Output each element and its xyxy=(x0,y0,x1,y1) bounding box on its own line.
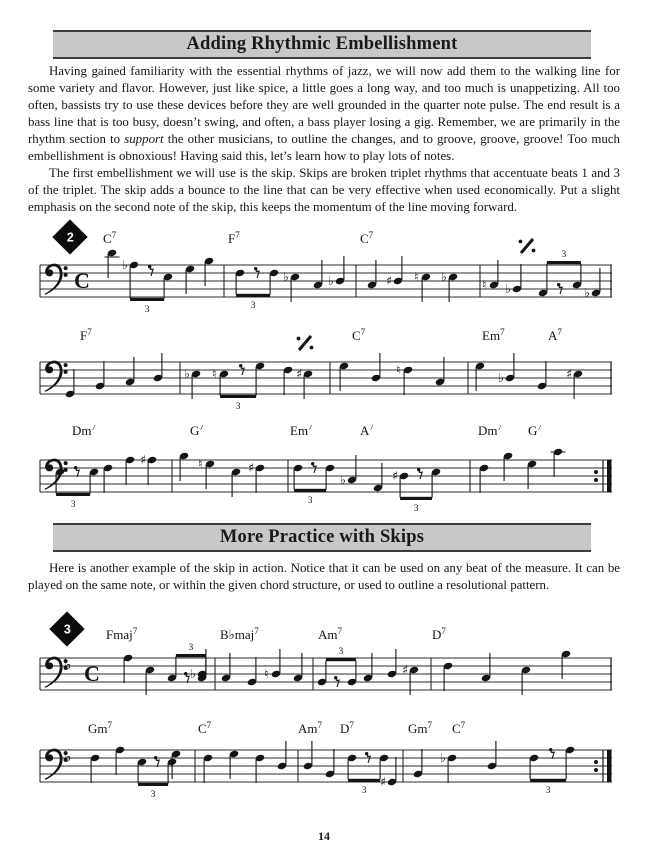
accidental: ♭ xyxy=(283,269,289,285)
accidental: ♮ xyxy=(414,269,419,285)
chord-label: Gm$^7$ xyxy=(88,720,112,736)
beam xyxy=(236,294,270,297)
triplet-number: 3 xyxy=(150,790,156,800)
beam xyxy=(348,779,380,782)
accidental: ♭ xyxy=(440,750,446,766)
skips-paragraph xyxy=(28,560,620,594)
time-signature: C xyxy=(74,268,90,293)
accidental: ♭ xyxy=(441,269,447,285)
accidental: ♯ xyxy=(402,662,409,678)
accidental: ♮ xyxy=(198,456,203,472)
beam xyxy=(294,489,326,492)
triplet-number: 3 xyxy=(188,643,194,653)
accidental: ♯ xyxy=(296,366,303,382)
triplet-number: 3 xyxy=(70,500,76,510)
triplet-number: 3 xyxy=(235,402,241,412)
triplet-number: 3 xyxy=(413,504,419,514)
chord-label: Em$^7$ xyxy=(290,425,313,438)
accidental: ♯ xyxy=(380,774,387,790)
track-number: 2 xyxy=(66,229,74,244)
chord-label: $G^7$ xyxy=(190,425,204,438)
accidental: ♭ xyxy=(340,472,346,488)
beam xyxy=(326,658,356,661)
section-header-1 xyxy=(53,30,591,59)
triplet-number: 3 xyxy=(361,786,367,796)
accidental: ♭ xyxy=(505,281,511,297)
chord-label: Fmaj$^7$ xyxy=(106,626,138,642)
chord-label: Em$^7$ xyxy=(482,327,505,343)
bass-clef-icon xyxy=(45,264,68,295)
repeat-dot xyxy=(594,760,598,764)
paragraph: The first embellishment we will use is the skip. Skips are broken triplet rhythms that accentuate beats 1 and 3 of the triplet. The skip adds a bounce to the line that can be very effective when used economically. Put a slight emphasis on the second note of the skip, this keeps the momentum of the line moving forward. xyxy=(28,166,620,214)
accidental: ♭ xyxy=(584,285,590,301)
chord-label: $C^7$ xyxy=(360,230,374,246)
chord-label: $C^7$ xyxy=(198,720,212,736)
paragraph: Here is another example of the skip in action. Notice that it can be used on any beat of the measure. It can be played on the same note, or within the given chord structure, or used to outline a resolutional pattern. xyxy=(28,561,620,592)
triplet-number: 3 xyxy=(561,250,567,260)
accidental: ♭ xyxy=(190,666,196,682)
measure-repeat-icon xyxy=(297,336,314,350)
accidental: ♮ xyxy=(396,362,401,378)
chord-label: Dm$^7$ xyxy=(478,425,502,438)
beam xyxy=(547,261,581,264)
key-signature-flat: ♭ xyxy=(64,747,72,766)
music-staff-2 xyxy=(0,327,648,422)
triplet-number: 3 xyxy=(545,786,551,796)
accidental: ♮ xyxy=(482,277,487,293)
final-barline xyxy=(607,460,612,492)
beam xyxy=(176,654,206,657)
chord-label: B♭maj$^7$ xyxy=(220,626,259,642)
beam xyxy=(130,298,164,301)
beam xyxy=(220,395,256,398)
beam xyxy=(56,493,90,496)
accidental: ♮ xyxy=(264,666,269,682)
beam xyxy=(138,783,168,786)
chord-label: Am$^7$ xyxy=(298,720,322,736)
chord-label: $F^7$ xyxy=(228,230,240,246)
beam xyxy=(530,779,566,782)
music-staff-3 xyxy=(0,425,648,523)
track-number: 3 xyxy=(63,621,71,636)
repeat-dot xyxy=(594,470,598,474)
page-number: 14 xyxy=(318,829,330,843)
chord-label: $G^7$ xyxy=(528,425,542,438)
final-barline xyxy=(607,750,612,782)
chord-label: Gm$^7$ xyxy=(408,720,432,736)
accidental: ♭ xyxy=(122,257,128,273)
measure-repeat-icon xyxy=(519,239,536,253)
accidental: ♯ xyxy=(386,273,393,289)
section-header-2 xyxy=(53,523,591,552)
repeat-dot xyxy=(594,478,598,482)
accidental: ♯ xyxy=(392,468,399,484)
triplet-number: 3 xyxy=(144,305,150,315)
chord-label: $A^7$ xyxy=(360,425,374,438)
accidental: ♯ xyxy=(248,460,255,476)
key-signature-flat: ♭ xyxy=(64,655,72,674)
chord-label: $D^7$ xyxy=(432,626,446,642)
triplet-number: 3 xyxy=(307,496,313,506)
chord-label: $F^7$ xyxy=(80,327,92,343)
triplet-number: 3 xyxy=(250,301,256,311)
section-title-2: More Practice with Skips xyxy=(219,527,425,547)
chord-label: $A^7$ xyxy=(548,327,562,343)
chord-label: $D^7$ xyxy=(340,720,354,736)
intro-paragraphs xyxy=(28,63,620,216)
music-staff-1 xyxy=(0,230,648,330)
chord-label: Am$^7$ xyxy=(318,626,342,642)
accidental: ♭ xyxy=(184,366,190,382)
paragraph: Having gained familiarity with the essential rhythms of jazz, we will now add them to the walking line for some variety and flavor. However, just like spice, a little goes a long way, and too much is unappetizing. All too often, bassists try to use these devices before they are well grounded in the quarter note pulse. The end result is a bass line that is too busy, doesn’t swing, and often, a bass player losing a gig. Remember, we are primarily in the rhythm section to support the other musicians, to outline the changes, and to groove, groove, groove! Too much embellishment is obnoxious! Having said this, let’s learn how to play lots of notes. xyxy=(28,64,620,163)
section-title-1: Adding Rhythmic Embellishment xyxy=(186,34,458,54)
repeat-dot xyxy=(594,768,598,772)
accidental: ♯ xyxy=(140,452,147,468)
time-signature: C xyxy=(84,661,100,686)
accidental: ♮ xyxy=(212,366,217,382)
music-staff-4 xyxy=(0,623,648,723)
bass-clef-icon xyxy=(45,361,68,392)
chord-label: Dm$^7$ xyxy=(72,425,96,438)
accidental: ♭ xyxy=(498,370,504,386)
triplet-number: 3 xyxy=(338,647,344,657)
chord-label: $C^7$ xyxy=(103,230,117,246)
accidental: ♯ xyxy=(566,366,573,382)
music-staff-5 xyxy=(0,715,648,820)
chord-label: $C^7$ xyxy=(352,327,366,343)
chord-label: $C^7$ xyxy=(452,720,466,736)
accidental: ♭ xyxy=(328,273,334,289)
eighth-rest-icon xyxy=(417,468,423,479)
eighth-rest-icon xyxy=(148,265,154,276)
beam xyxy=(400,497,432,500)
